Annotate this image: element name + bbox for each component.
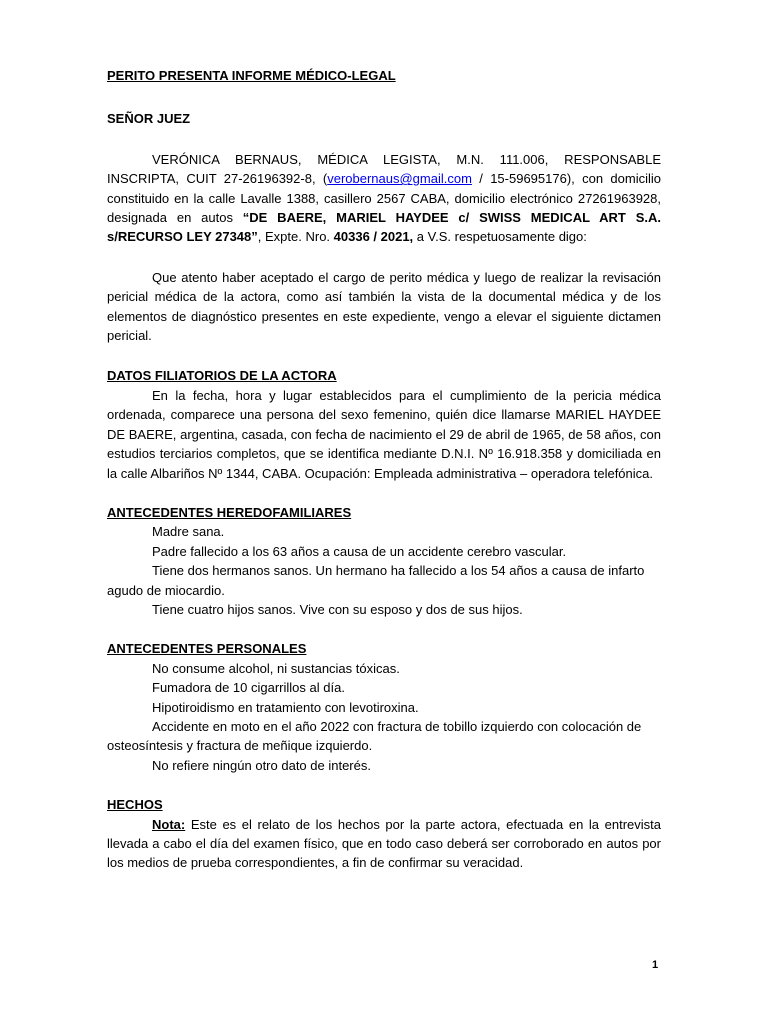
intro-text-3: , Expte. Nro. [257, 229, 334, 245]
intro-paragraph-2: Que atento haber aceptado el cargo de perito médica y luego de realizar la revisación pericial médica de la actora, como así también la vista de la documental médica y de los elementos de diagnóstico presentes en este expediente, vengo a elevar el siguiente dictamen pericial. [107, 269, 661, 344]
section-heading-personales: ANTECEDENTES PERSONALES [107, 641, 307, 657]
intro-text-2: / 15-59695176), con domicilio constituido en la calle Lavalle 1388, casillero 2567 CABA, domicilio electrónico 27261963928, designada en autos [107, 171, 661, 226]
section-heading-datos-filiatorios: DATOS FILIATORIOS DE LA ACTORA [107, 368, 337, 384]
datos-filiatorios-text: En la fecha, hora y lugar establecidos para el cumplimiento de la pericia médica ordenada, comparece una persona del sexo femenino, quién dice llamarse MARIEL HAYDEE DE BAERE, argentina, casada, con fecha de nacimiento el 29 de abril de 1965, de 58 años, con estudios terciarios completos, que se identifica mediante D.N.I. Nº 16.918.358 y domiciliada en la calle Albariños Nº 1344, CABA. Ocupación: Empleada administrativa – operadora telefónica. [107, 387, 661, 481]
personales-item: No consume alcohol, ni sustancias tóxicas. [152, 660, 400, 676]
note-text: Este es el relato de los hechos por la parte actora, efectuada en la entrevista llevada a cabo el día del examen físico, que en todo caso deberá ser corroborado en autos por los medios de prueba correspondientes, a fin de confirmar su veracidad. [107, 816, 661, 871]
intro-paragraph [107, 150, 661, 247]
document-title: PERITO PRESENTA INFORME MÉDICO-LEGAL [107, 68, 396, 83]
heredo-item: Tiene dos hermanos sanos. Un hermano ha fallecido a los 54 años a causa de infarto agudo de miocardio. [107, 563, 645, 598]
intro-text-4: a V.S. respetuosamente digo: [413, 229, 587, 245]
personales-item: Accidente en moto en el año 2022 con fractura de tobillo izquierdo con colocación de osteosíntesis y fractura de meñique izquierdo. [107, 718, 642, 754]
case-title: “DE BAERE, MARIEL HAYDEE c/ SWISS MEDICAL ART S.A. s/RECURSO LEY 27348” [107, 210, 661, 245]
section-heading-heredofamiliares: ANTECEDENTES HEREDOFAMILIARES [107, 504, 352, 520]
intro-text-1: VERÓNICA BERNAUS, MÉDICA LEGISTA, M.N. 111.006, RESPONSABLE INSCRIPTA, CUIT 27-26196392-8, ( [107, 151, 661, 187]
document-page [107, 66, 661, 873]
heredo-item: Padre fallecido a los 63 años a causa de un accidente cerebro vascular. [152, 543, 567, 559]
note-label: Nota: [152, 816, 186, 832]
page-number: 1 [652, 959, 659, 971]
personales-item: No refiere ningún otro dato de interés. [152, 757, 371, 773]
heredo-item: Tiene cuatro hijos sanos. Vive con su esposo y dos de sus hijos. [152, 601, 523, 617]
personales-item: Fumadora de 10 cigarrillos al día. [152, 680, 345, 696]
case-number: 40336 / 2021, [333, 229, 414, 245]
section-heading-hechos: HECHOS [107, 797, 163, 813]
email-link[interactable]: verobernaus@gmail.com [327, 171, 472, 187]
salutation: SEÑOR JUEZ [107, 111, 191, 127]
personales-item: Hipotiroidismo en tratamiento con levotiroxina. [152, 699, 419, 715]
heredo-item: Madre sana. [152, 524, 225, 540]
hechos-note [107, 815, 661, 873]
